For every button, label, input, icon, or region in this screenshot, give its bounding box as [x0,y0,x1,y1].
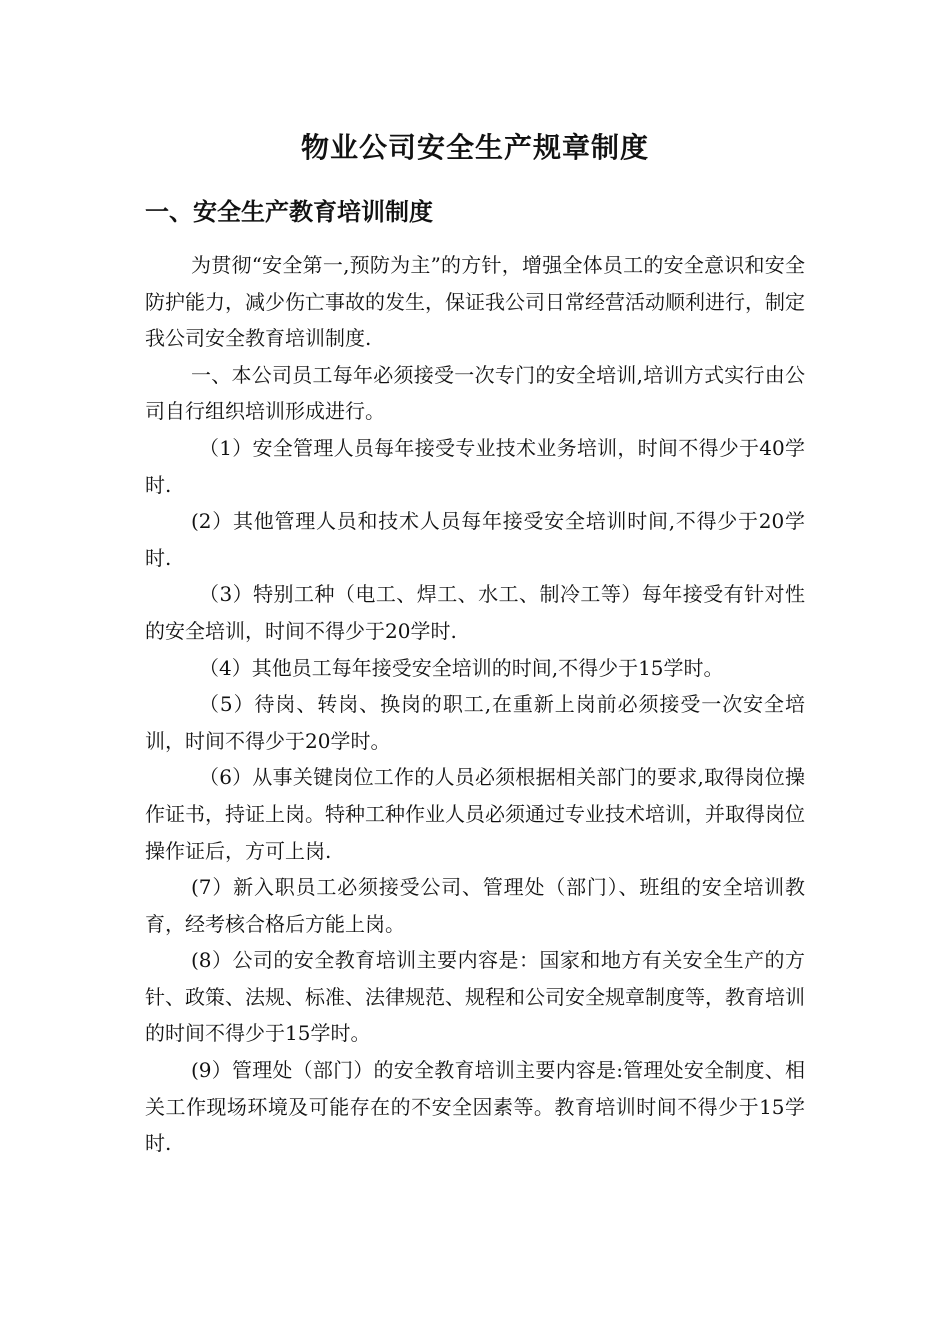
paragraph-item-2: (2）其他管理人员和技术人员每年接受安全培训时间,不得少于20学时. [145,509,805,570]
paragraph-item-9: (9）管理处（部门）的安全教育培训主要内容是:管理处安全制度、相关工作现场环境及可能存在的不安全因素等。教育培训时间不得少于15学时. [145,1058,805,1156]
paragraph-item-1: （1）安全管理人员每年接受专业技术业务培训，时间不得少于40学时. [145,435,805,497]
paragraph-intro: 为贯彻“安全第一,预防为主”的方针，增强全体员工的安全意识和安全防护能力，减少伤亡事故的发生，保证我公司日常经营活动顺利进行，制定我公司安全教育培训制度. [145,253,805,351]
paragraph-item-7: (7）新入职员工必须接受公司、管理处（部门）、班组的安全培训教育，经考核合格后方能上岗。 [145,875,805,936]
document-body [145,247,805,1162]
document-title: 物业公司安全生产规章制度 [300,131,649,164]
paragraph-rule-1: 一、本公司员工每年必须接受一次专门的安全培训,培训方式实行由公司自行组织培训形成进行。 [145,362,805,424]
paragraph-item-3: （3）特别工种（电工、焊工、水工、制冷工等）每年接受有针对性的安全培训，时间不得少于20学时. [145,582,805,643]
paragraph-item-8: (8）公司的安全教育培训主要内容是：国家和地方有关安全生产的方针、政策、法规、标准、法律规范、规程和公司安全规章制度等，教育培训的时间不得少于15学时。 [145,948,805,1046]
paragraph-item-5: （5）待岗、转岗、换岗的职工,在重新上岗前必须接受一次安全培训，时间不得少于20学时。 [145,692,805,753]
paragraph-item-4: （4）其他员工每年接受安全培训的时间,不得少于15学时。 [199,655,724,680]
paragraph-item-6: （6）从事关键岗位工作的人员必须根据相关部门的要求,取得岗位操作证书，持证上岗。特种工种作业人员必须通过专业技术培训，并取得岗位操作证后，方可上岗. [145,765,805,863]
section-heading: 一、安全生产教育培训制度 [145,198,433,226]
